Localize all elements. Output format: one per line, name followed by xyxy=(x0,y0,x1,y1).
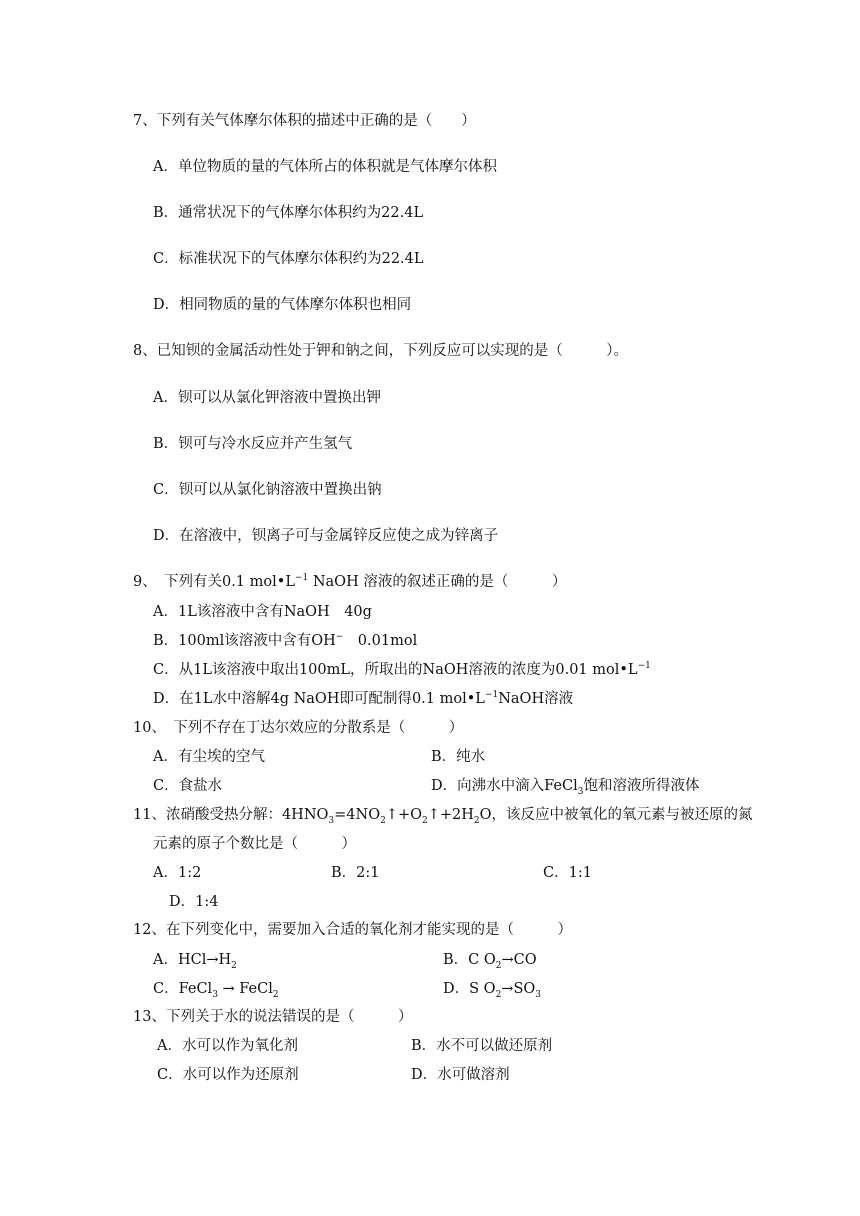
q9-stem-text-b: NaOH 溶液的叙述正确的是（ ） xyxy=(308,574,567,590)
q9-option-b-superscript: − xyxy=(335,632,344,643)
q11-option-b: B．2:1 xyxy=(331,865,380,881)
q9-option-d-text-a: D．在1L水中溶解4g NaOH即可配制得0.1 mol•L xyxy=(153,691,485,707)
q11-sub-2: 2 xyxy=(380,815,386,826)
q13-option-d: D．水可做溶剂 xyxy=(411,1067,510,1083)
q10-option-d-text-a: D．向沸水中滴入FeCl xyxy=(431,778,578,794)
q10-option-c: C．食盐水 xyxy=(153,778,223,794)
q11-text-2: =4NO xyxy=(334,807,381,823)
q7-option-a: A．单位物质的量的气体所占的体积就是气体摩尔体积 xyxy=(153,159,497,175)
q9-option-c-text: C．从1L该溶液中取出100mL，所取出的NaOH溶液的浓度为0.01 mol•L xyxy=(153,662,638,678)
q9-option-c xyxy=(153,660,651,680)
q13-option-a: A．水可以作为氧化剂 xyxy=(157,1038,298,1054)
q9-option-d xyxy=(153,689,573,709)
q12-option-d-text-b: →SO xyxy=(501,981,536,997)
q11-stem-line-2: 元素的原子个数比是（ ） xyxy=(153,836,356,852)
q12-option-d-subscript-1: 2 xyxy=(495,989,502,1000)
q12-stem: 12、在下列变化中，需要加入合适的氧化剂才能实现的是（ ） xyxy=(133,922,572,938)
q8-option-c: C．钡可以从氯化钠溶液中置换出钠 xyxy=(153,482,382,498)
q13-stem: 13、下列关于水的说法错误的是（ ） xyxy=(133,1009,413,1025)
q12-option-a xyxy=(153,950,237,970)
q10-option-d-text-b: 饱和溶液所得液体 xyxy=(583,778,700,794)
q11-text-3: ↑+O xyxy=(385,807,423,823)
q13-option-b: B．水不可以做还原剂 xyxy=(411,1038,553,1054)
q9-option-c-superscript: −1 xyxy=(637,661,651,672)
q9-option-d-text-b: NaOH溶液 xyxy=(498,691,574,707)
q12-option-d-subscript-2: 3 xyxy=(535,989,542,1000)
q7-stem: 7、下列有关气体摩尔体积的描述中正确的是（ ） xyxy=(133,113,476,129)
q11-text-1: 11、浓硝酸受热分解：4HNO xyxy=(133,807,329,823)
q12-option-b-text-a: B．C O xyxy=(443,952,496,968)
q7-option-b: B．通常状况下的气体摩尔体积约为22.4L xyxy=(153,205,424,221)
q11-stem-line-1 xyxy=(133,805,753,825)
q12-option-b-subscript: 2 xyxy=(495,960,502,971)
q9-stem-text-a: 9、 下列有关0.1 mol•L xyxy=(133,574,295,590)
q12-option-c xyxy=(153,979,279,999)
q9-option-b-text-a: B．100ml该溶液中含有OH xyxy=(153,633,336,649)
q8-option-d: D．在溶液中，钡离子可与金属锌反应使之成为锌离子 xyxy=(153,528,499,544)
q9-stem-superscript: −1 xyxy=(294,573,309,584)
q10-option-d-subscript: 3 xyxy=(577,786,584,797)
q12-option-c-text-a: C．FeCl xyxy=(153,981,213,997)
q9-option-d-superscript: −1 xyxy=(484,690,499,701)
q11-sub-1: 3 xyxy=(328,815,335,826)
q12-option-b xyxy=(443,950,537,970)
q7-option-c: C．标准状况下的气体摩尔体积约为22.4L xyxy=(153,251,424,267)
q8-option-a: A．钡可以从氯化钾溶液中置换出钾 xyxy=(153,390,381,406)
q12-option-a-text: A．HCl→H xyxy=(153,952,232,968)
q8-option-b: B．钡可与冷水反应并产生氢气 xyxy=(153,436,353,452)
q13-option-c: C．水可以作为还原剂 xyxy=(157,1067,299,1083)
q9-option-b-text-b: 0.01mol xyxy=(343,633,418,649)
q9-stem xyxy=(133,572,566,592)
q12-option-a-subscript: 2 xyxy=(231,960,237,971)
q11-text-4: ↑+2H xyxy=(427,807,474,823)
q12-option-c-text-b: → FeCl xyxy=(217,981,273,997)
q7-option-d: D．相同物质的量的气体摩尔体积也相同 xyxy=(153,297,412,313)
q12-option-c-subscript-2: 2 xyxy=(272,989,279,1000)
q10-option-b: B．纯水 xyxy=(431,749,486,765)
q10-stem: 10、 下列不存在丁达尔效应的分散系是（ ） xyxy=(133,720,464,736)
q11-sub-3: 2 xyxy=(422,815,428,826)
q11-option-a: A．1:2 xyxy=(153,865,202,881)
q12-option-c-subscript-1: 3 xyxy=(212,989,218,1000)
q12-option-b-text-b: →CO xyxy=(501,952,537,968)
q9-option-a: A．1L该溶液中含有NaOH 40g xyxy=(153,604,372,620)
q10-option-a: A．有尘埃的空气 xyxy=(153,749,265,765)
q12-option-d-text-a: D．S O xyxy=(443,981,496,997)
q9-option-b xyxy=(153,631,417,651)
q11-option-c: C．1:1 xyxy=(543,865,592,881)
q11-option-d: D．1:4 xyxy=(169,894,219,910)
q10-option-d xyxy=(431,776,699,796)
q8-stem: 8、已知钡的金属活动性处于钾和钠之间，下列反应可以实现的是（ ）。 xyxy=(133,343,628,359)
q11-text-5: O，该反应中被氧化的氧元素与被还原的氮 xyxy=(479,807,753,823)
q11-sub-4: 2 xyxy=(473,815,480,826)
q12-option-d xyxy=(443,979,541,999)
